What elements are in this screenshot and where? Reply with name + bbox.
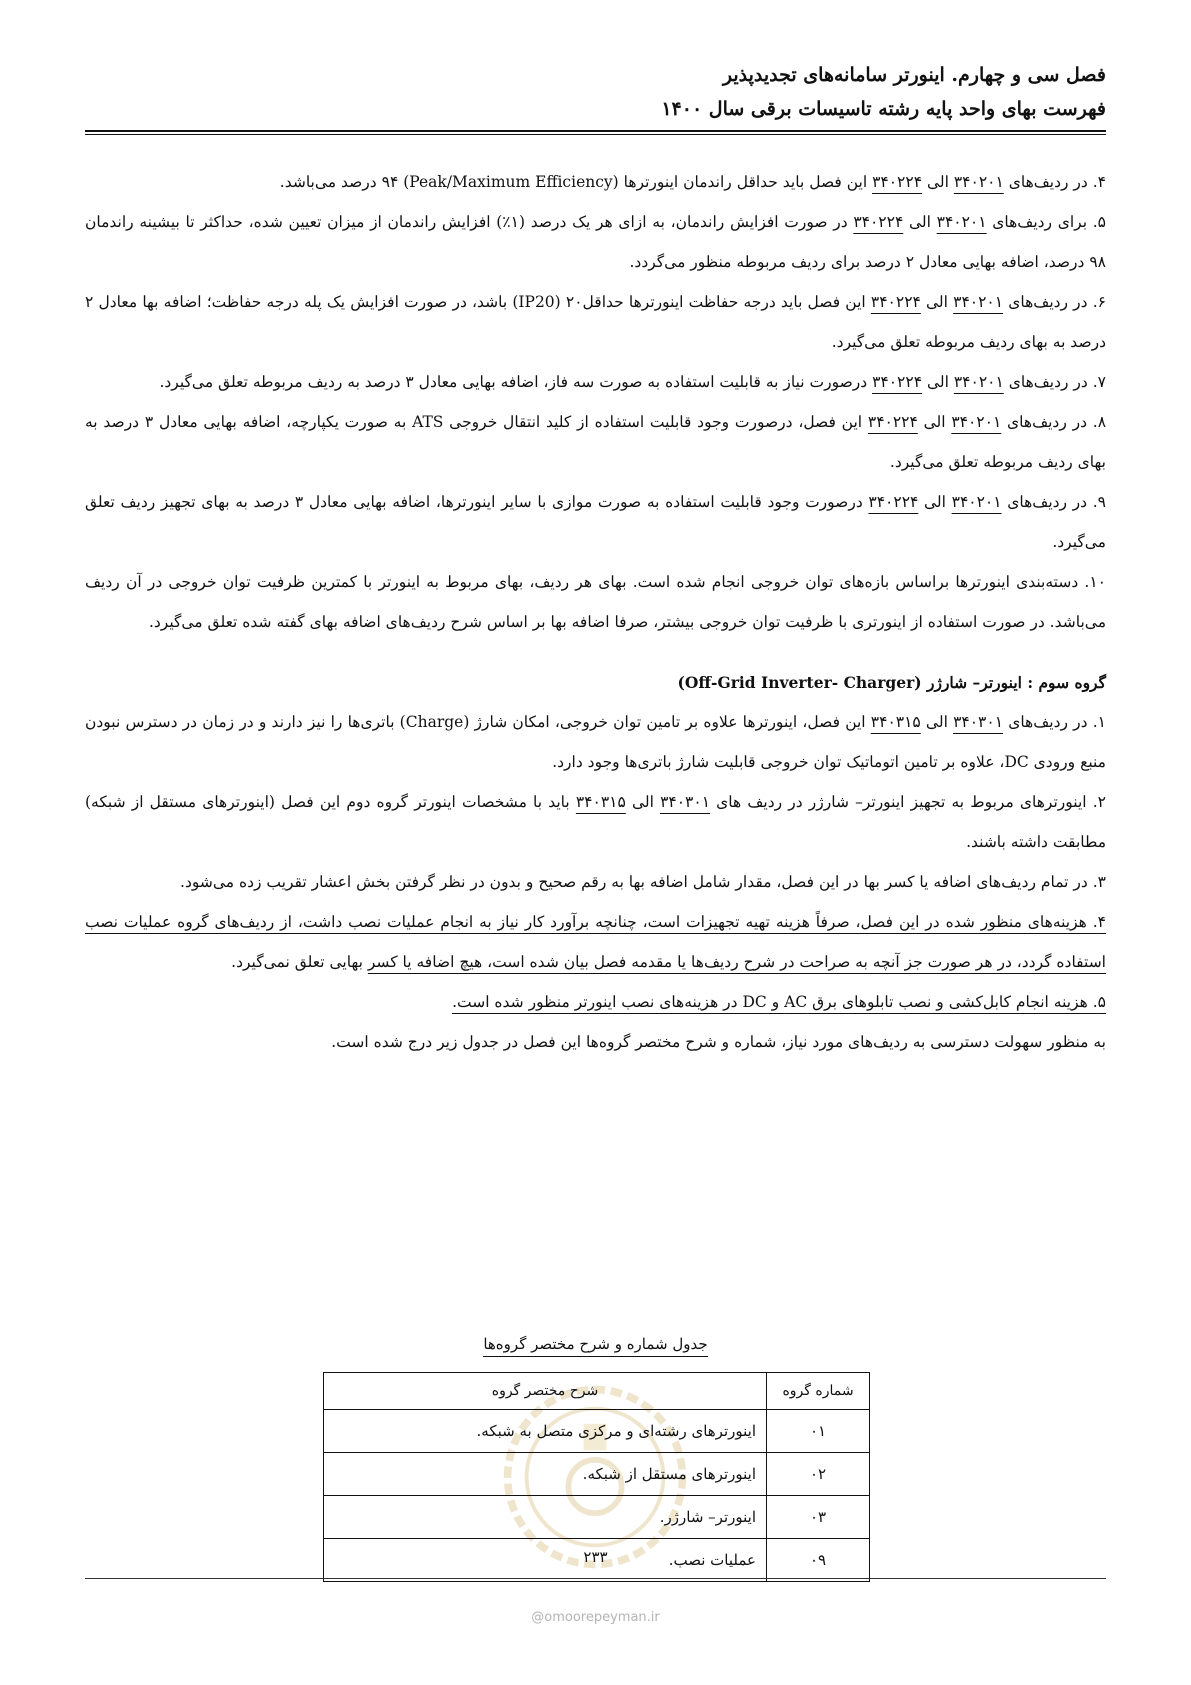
group-number-cell: ۰۱ [767,1410,870,1453]
group3-note-3: ۳. در تمام ردیف‌های اضافه یا کسر بها در این فصل، مقدار شامل اضافه بها به رقم صحیح و بدون در نظر گرفتن بخش اعشار تقریب زده می‌شود. [180,873,1106,891]
page-number: ۲۳۳ [583,1548,608,1566]
note-8: ۸. در ردیف‌های ۳۴۰۲۰۱ الی ۳۴۰۲۲۴ این فصل، درصورت وجود قابلیت استفاده از کلید انتقال خروجی ATS به صورت یکپارچه، اضافه بهایی معادل ۳ درصد به بهای ردیف مربوطه تعلق می‌گیرد. [85,413,1107,471]
group-description-cell: عملیات نصب. [324,1539,767,1582]
table-row [324,1410,870,1453]
group-number-cell: ۰۹ [767,1539,870,1582]
group-description-cell: اینورتر– شارژر. [324,1496,767,1539]
group3-heading: گروه سوم : اینورتر– شارژر (Off-Grid Inverter- Charger) [677,673,1106,692]
note-7: ۷. در ردیف‌های ۳۴۰۲۰۱ الی ۳۴۰۲۲۴ درصورت نیاز به قابلیت استفاده به صورت سه فاز، اضافه بهایی معادل ۳ درصد به ردیف مربوطه تعلق می‌گیرد. [159,373,1106,391]
group-description-cell: اینورترهای رشته‌ای و مرکزی متصل به شبکه. [324,1410,767,1453]
table-header-row [324,1373,870,1410]
group-number-cell: ۰۲ [767,1453,870,1496]
table-row [324,1496,870,1539]
website-watermark: @omoorepeyman.ir [531,1610,660,1625]
group-description-cell: اینورترهای مستقل از شبکه. [324,1453,767,1496]
table-intro: به منظور سهولت دسترسی به ردیف‌های مورد نیاز، شماره و شرح مختصر گروه‌ها این فصل در جدول زیر درج شده است. [331,1033,1106,1051]
note-6: ۶. در ردیف‌های ۳۴۰۲۰۱ الی ۳۴۰۲۲۴ این فصل باید درجه حفاظت اینورترها حداقل۲۰ (IP20) باشد، در صورت افزایش یک پله درجه حفاظت؛ اضافه بها معادل ۲ درصد به بهای ردیف مربوطه تعلق می‌گیرد. [85,293,1106,351]
group3-note-5: ۵. هزینه انجام کابل‌کشی و نصب تابلوهای برق AC و DC در هزینه‌های نصب اینورتر منظور شده است. [452,993,1106,1011]
group-number-cell: ۰۳ [767,1496,870,1539]
col-group-number: شماره گروه [767,1373,870,1410]
price-list-title: فهرست بهای واحد پایه رشته تاسیسات برقی سال ۱۴۰۰ [661,98,1106,120]
table-row [324,1453,870,1496]
col-group-description: شرح مختصر گروه [324,1373,767,1410]
page-header [85,58,1106,126]
note-9: ۹. در ردیف‌های ۳۴۰۲۰۱ الی ۳۴۰۲۲۴ درصورت وجود قابلیت استفاده به صورت موازی با سایر اینورترها، اضافه بهایی معادل ۳ درصد به بهای تجهیز ردیف تعلق می‌گیرد. [85,493,1106,551]
group3-note-4: ۴. هزینه‌های منظور شده در این فصل، صرفاً هزینه تهیه تجهیزات است، چنانچه برآورد کار نیاز به انجام عملیات نصب داشت، از ردیف‌های گروه عملیات نصب استفاده گردد، در هر صورت جز آنچه به صراحت در شرح ردیف‌ها یا مقدمه فصل بیان شده است، هیچ اضافه یا کسر بهایی تعلق نمی‌گیرد. [85,913,1106,971]
document-body [85,162,1106,1062]
table-caption: جدول شماره و شرح مختصر گروه‌ها [0,1335,1191,1353]
group3-note-1: ۱. در ردیف‌های ۳۴۰۳۰۱ الی ۳۴۰۳۱۵ این فصل، اینورترها علاوه بر تامین توان خروجی، امکان شارژ (Charge) باتری‌ها را نیز دارند و در زمان در دسترس نبودن منبع ورودی DC، علاوه بر تامین اتوماتیک توان خروجی قابلیت شارژ باتری‌ها وجود دارد. [85,713,1106,771]
note-10: ۱۰. دسته‌بندی اینورترها براساس بازه‌های توان خروجی انجام شده است. بهای هر ردیف، بهای مربوط به اینورتر با کمترین ظرفیت توان خروجی در آن ردیف می‌باشد. در صورت استفاده از اینورتری با ظرفیت توان خروجی بیشتر، صرفا اضافه بها بر اساس شرح ردیف‌های اضافه بهای گفته شده تعلق می‌گیرد. [85,573,1106,631]
header-divider [85,130,1106,135]
footer-divider [85,1578,1106,1579]
group3-note-2: ۲. اینورترهای مربوط به تجهیز اینورتر– شارژر در ردیف های ۳۴۰۳۰۱ الی ۳۴۰۳۱۵ باید با مشخصات اینورتر گروه دوم این فصل (اینورترهای مستقل از شبکه) مطابقت داشته باشند. [85,793,1106,851]
note-4: ۴. در ردیف‌های ۳۴۰۲۰۱ الی ۳۴۰۲۲۴ این فصل باید حداقل راندمان اینورترها (Peak/Maximum Efficiency) ۹۴ درصد می‌باشد. [279,173,1106,191]
note-5: ۵. برای ردیف‌های ۳۴۰۲۰۱ الی ۳۴۰۲۲۴ در صورت افزایش راندمان، به ازای هر یک درصد (۱٪) افزایش راندمان از میزان تعیین شده، حداکثر تا بیشینه راندمان ۹۸ درصد، اضافه بهایی معادل ۲ درصد برای ردیف مربوطه منظور می‌گردد. [85,213,1106,271]
chapter-title: فصل سی و چهارم. اینورتر سامانه‌های تجدیدپذیر [722,64,1106,86]
